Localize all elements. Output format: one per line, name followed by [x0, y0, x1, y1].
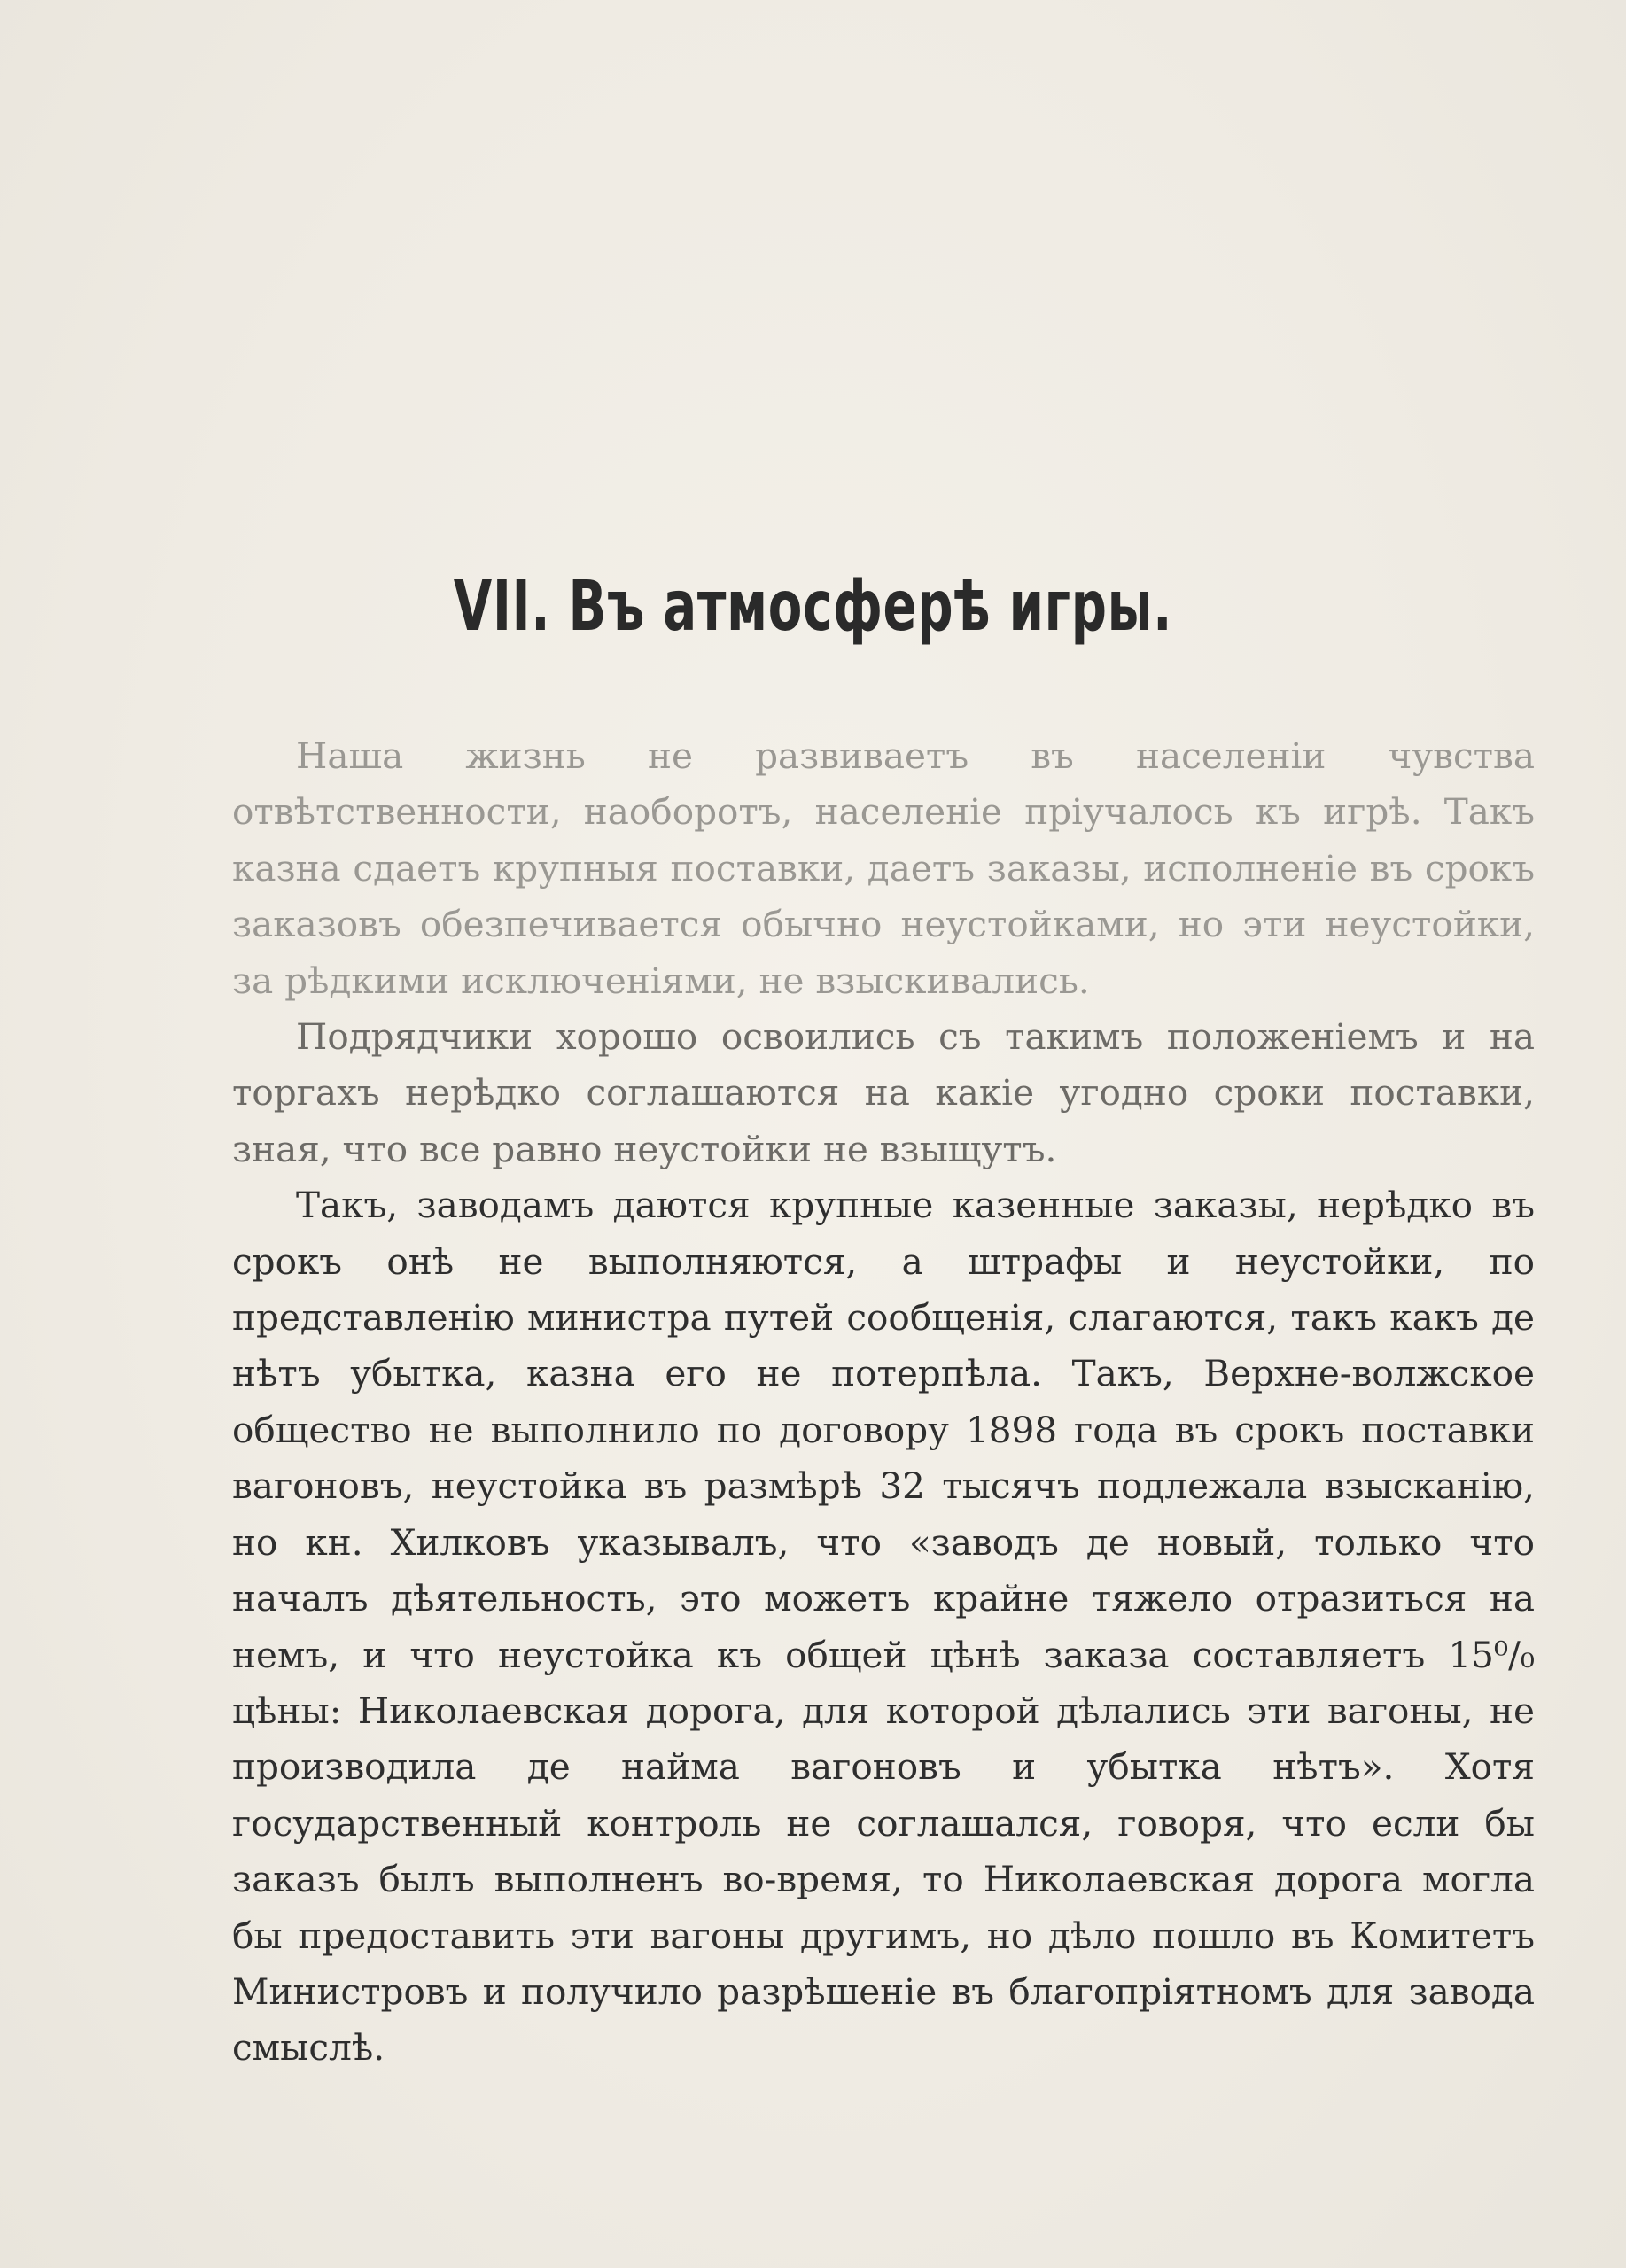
paragraph-1: Наша жизнь не развиваетъ въ населенiи чувства отвѣтственности, наоборотъ, населенiе прiучалось къ игрѣ. Такъ казна сдаетъ крупныя поставки, даетъ заказы, исполненiе въ срокъ заказовъ обезпечивается обычно неустойками, но эти неустойки, за рѣдкими исключенiями, не взыскивались.: [232, 734, 1535, 1002]
paragraph-3: Такъ, заводамъ даются крупные казенные заказы, нерѣдко въ срокъ онѣ не выполняются, а штрафы и неустойки, по представленiю министра путей сообщенiя, слагаются, такъ какъ де нѣтъ убытка, казна его не потерпѣла. Такъ, Верхне-волжское общество не выполнило по договору 1898 года въ срокъ поставки вагоновъ, неустойка въ размѣрѣ 32 тысячъ подлежала взысканiю, но кн. Хилковъ указывалъ, что «заводъ де новый, только что началъ дѣятельность, это можетъ крайне тяжело отразиться на немъ, и что неустойка къ общей цѣнѣ заказа составляетъ 15⁰/₀ цѣны: Николаевская дорога, для которой дѣлались эти вагоны, не производила де найма вагоновъ и убытка нѣтъ». Хотя государственный контроль не соглашался, говоря, что если бы заказъ былъ выполненъ во-время, то Николаевская дорога могла бы предоставить эти вагоны другимъ, но дѣло пошло въ Комитетъ Министровъ и получило разрѣшенiе въ благопрiятномъ для завода смыслѣ.: [232, 1184, 1535, 2070]
body-text: [232, 728, 1535, 2077]
chapter-title: VII. Въ атмосферѣ игры.: [453, 567, 1173, 647]
paragraph-2: Подрядчики хорошо освоились съ такимъ положенiемъ и на торгахъ нерѣдко соглашаются на какiе угодно сроки поставки, зная, что все равно неустойки не взыщутъ.: [232, 1015, 1535, 1170]
